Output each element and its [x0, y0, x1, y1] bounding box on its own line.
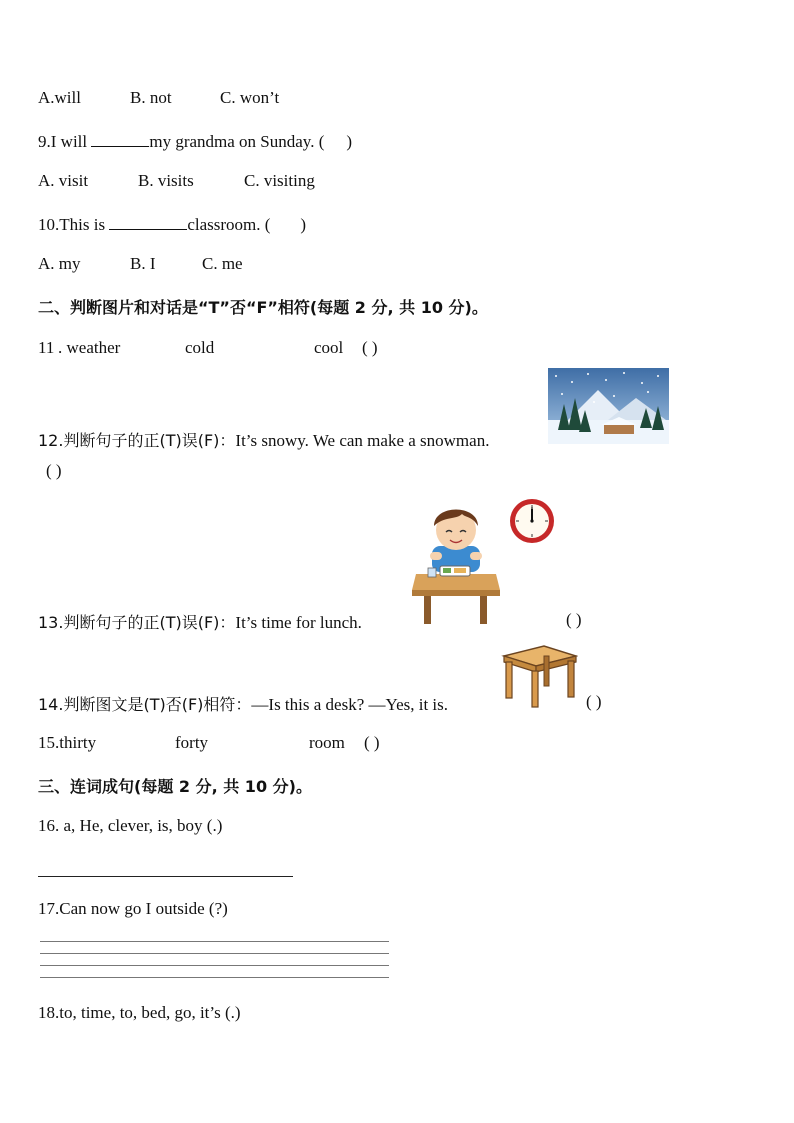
question-17: 17.Can now go I outside (?) [38, 899, 228, 918]
question-18: 18.to, time, to, bed, go, it’s (.) [38, 1003, 241, 1022]
question-12 [38, 428, 489, 451]
question-13 [38, 610, 362, 633]
q13-answer-paren[interactable]: ( ) [566, 610, 582, 629]
question-9 [38, 130, 352, 152]
q10-suffix: classroom. ( [187, 215, 271, 234]
q12-prefix: 12.判断句子的正(T)误(F)： [38, 431, 236, 450]
q11-number: 11 [38, 338, 55, 357]
boy-eating-lunch-image [410, 498, 502, 626]
q11-word-1: . weather [58, 338, 121, 357]
q10-prefix: 10.This is [38, 215, 110, 234]
q8-option-b: B. not [130, 88, 172, 107]
q14-text: —Is this a desk? —Yes, it is. [251, 695, 449, 714]
q17-writing-line-3[interactable] [40, 965, 389, 966]
q17-writing-line-2[interactable] [40, 953, 389, 954]
wall-clock-icon [508, 497, 556, 545]
q14-answer-paren[interactable]: ( ) [586, 692, 602, 711]
q11-word-3: cool [314, 338, 344, 357]
q9-prefix: 9.I will [38, 132, 92, 151]
table-image [498, 642, 578, 708]
q12-text: It’s snowy. We can make a snowman. [235, 431, 490, 450]
q12-answer-paren[interactable]: ( ) [46, 461, 62, 480]
section-2-title: 二、判断图片和对话是“T”否“F”相符(每题 2 分, 共 10 分)。 [38, 298, 488, 317]
q15-word-3: room [309, 733, 345, 752]
q10-option-b: B. I [130, 254, 156, 273]
q11-answer-paren[interactable]: ( ) [362, 338, 378, 357]
q15-answer-paren[interactable]: ( ) [364, 733, 380, 752]
q8-option-a: A.will [38, 88, 81, 107]
q13-text: It’s time for lunch. [235, 613, 362, 632]
q10-close: ) [300, 215, 307, 234]
q13-prefix: 13.判断句子的正(T)误(F)： [38, 613, 236, 632]
q15-word-2: forty [175, 733, 209, 752]
snowy-landscape-image [548, 368, 669, 444]
q8-option-c: C. won’t [220, 88, 280, 107]
q11-word-2: cold [185, 338, 215, 357]
q10-blank[interactable] [109, 213, 187, 230]
question-10 [38, 213, 306, 235]
q15-word-1: 15.thirty [38, 733, 97, 752]
q10-option-c: C. me [202, 254, 243, 273]
q9-option-b: B. visits [138, 171, 194, 190]
section-3-title: 三、连词成句(每题 2 分, 共 10 分)。 [38, 777, 312, 796]
q9-blank[interactable] [91, 130, 149, 147]
q10-option-a: A. my [38, 254, 81, 273]
question-14 [38, 692, 448, 715]
q9-option-c: C. visiting [244, 171, 315, 190]
q9-option-a: A. visit [38, 171, 89, 190]
q9-suffix: my grandma on Sunday. ( [149, 132, 325, 151]
q14-prefix: 14.判断图文是(T)否(F)相符： [38, 695, 252, 714]
q16-answer-line[interactable] [38, 876, 293, 877]
q17-writing-line-4[interactable] [40, 977, 389, 978]
q9-close: ) [346, 132, 353, 151]
question-16: 16. a, He, clever, is, boy (.) [38, 816, 223, 835]
q17-writing-line-1[interactable] [40, 941, 389, 942]
